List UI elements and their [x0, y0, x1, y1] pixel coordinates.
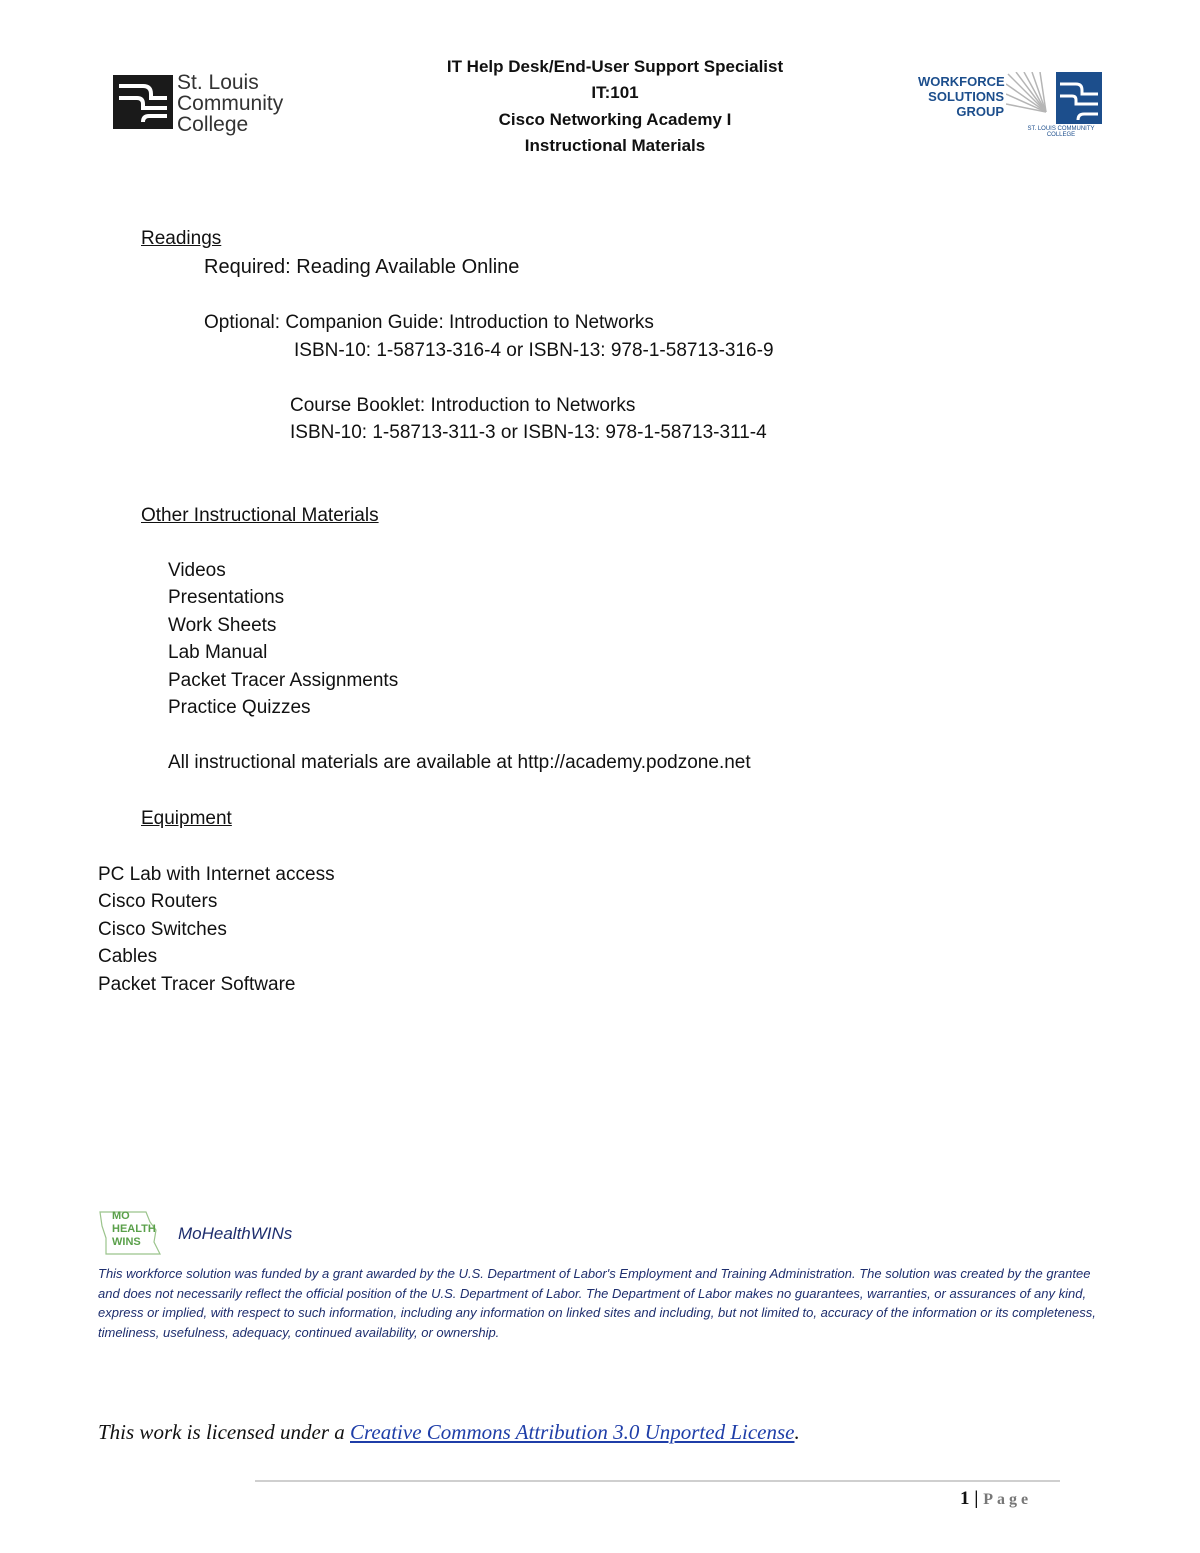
- footer-divider: [255, 1480, 1060, 1482]
- workforce-logo-text: [918, 74, 1004, 119]
- mohealthwins-logo-text: [112, 1210, 156, 1249]
- header-title: IT Help Desk/End-User Support Specialist: [446, 57, 784, 76]
- materials-item: Presentations: [168, 587, 285, 608]
- stlcc-logo-line-3: College: [177, 113, 249, 136]
- materials-availability: All instructional materials are available at http://academy.podzone.net: [168, 752, 751, 773]
- materials-item: Packet Tracer Assignments: [168, 670, 399, 691]
- readings-booklet: Course Booklet: Introduction to Networks: [290, 395, 636, 416]
- workforce-logo-subtext: ST. LOUIS COMMUNITY COLLEGE: [1027, 126, 1095, 138]
- equipment-item: Cables: [98, 946, 158, 967]
- page-number-separator: |: [969, 1488, 984, 1509]
- equipment-item: Cisco Switches: [98, 919, 227, 940]
- mohealthwins-brand: MoHealthWINs: [178, 1224, 293, 1243]
- readings-required: Required: Reading Available Online: [204, 256, 520, 278]
- equipment-item: Cisco Routers: [98, 891, 218, 912]
- workforce-solutions-logo: [918, 72, 1104, 138]
- readings-booklet-isbn: ISBN-10: 1-58713-311-3 or ISBN-13: 978-1-58713-311-4: [290, 422, 767, 443]
- workforce-logo-line-2: SOLUTIONS: [928, 89, 1004, 104]
- header-course-code: IT:101: [591, 83, 639, 102]
- other-materials-heading: Other Instructional Materials: [141, 505, 379, 526]
- mohealthwins-logo-line-1: MO: [112, 1210, 130, 1222]
- header-subtitle: Instructional Materials: [524, 136, 706, 155]
- header-course-name: Cisco Networking Academy I: [498, 110, 732, 129]
- license-suffix: .: [794, 1420, 800, 1444]
- equipment-heading: Equipment: [141, 808, 232, 829]
- stlcc-emblem-icon: [113, 72, 173, 132]
- mohealthwins-logo-line-3: WINS: [112, 1236, 141, 1248]
- materials-item: Videos: [168, 560, 226, 581]
- grant-disclaimer: This workforce solution was funded by a grant awarded by the U.S. Department of Labor's Employment and Training Administration. The solution was created by the grantee and does not necessarily reflect the official position of the U.S. Department of Labor. The Department of Labor makes no guarantees, warranties, or assurances of any kind, express or implied, with respect to such information, including any information on linked sites and including, but not limited to, accuracy of the information or its completeness, timeliness, usefulness, adequacy, continued availability, or ownership.: [98, 1266, 1096, 1340]
- stlcc-logo-line-2: Community: [177, 92, 284, 115]
- license-prefix: This work is licensed under a: [98, 1420, 350, 1444]
- license-link[interactable]: Creative Commons Attribution 3.0 Unported License: [350, 1420, 795, 1444]
- readings-optional: Optional: Companion Guide: Introduction to Networks: [204, 312, 654, 333]
- workforce-logo-line-3: GROUP: [956, 104, 1004, 119]
- materials-item: Practice Quizzes: [168, 697, 311, 718]
- page-number-value: 1: [960, 1488, 970, 1509]
- equipment-item: Packet Tracer Software: [98, 974, 296, 995]
- stlcc-logo-text: [177, 72, 283, 135]
- materials-item: Work Sheets: [168, 615, 277, 636]
- license-statement: [98, 1420, 800, 1445]
- readings-optional-isbn: ISBN-10: 1-58713-316-4 or ISBN-13: 978-1-58713-316-9: [294, 340, 774, 361]
- materials-item: Lab Manual: [168, 642, 268, 663]
- mohealthwins-logo: [98, 1208, 168, 1258]
- workforce-emblem-icon: [1006, 72, 1104, 126]
- workforce-logo-line-1: WORKFORCE: [918, 74, 1005, 89]
- stlcc-logo-line-1: St. Louis: [177, 71, 259, 94]
- mohealthwins-logo-line-2: HEALTH: [112, 1223, 156, 1235]
- equipment-item: PC Lab with Internet access: [98, 864, 335, 885]
- page-label: Page: [983, 1491, 1033, 1508]
- readings-heading: Readings: [141, 228, 222, 249]
- page-number: [960, 1488, 1032, 1510]
